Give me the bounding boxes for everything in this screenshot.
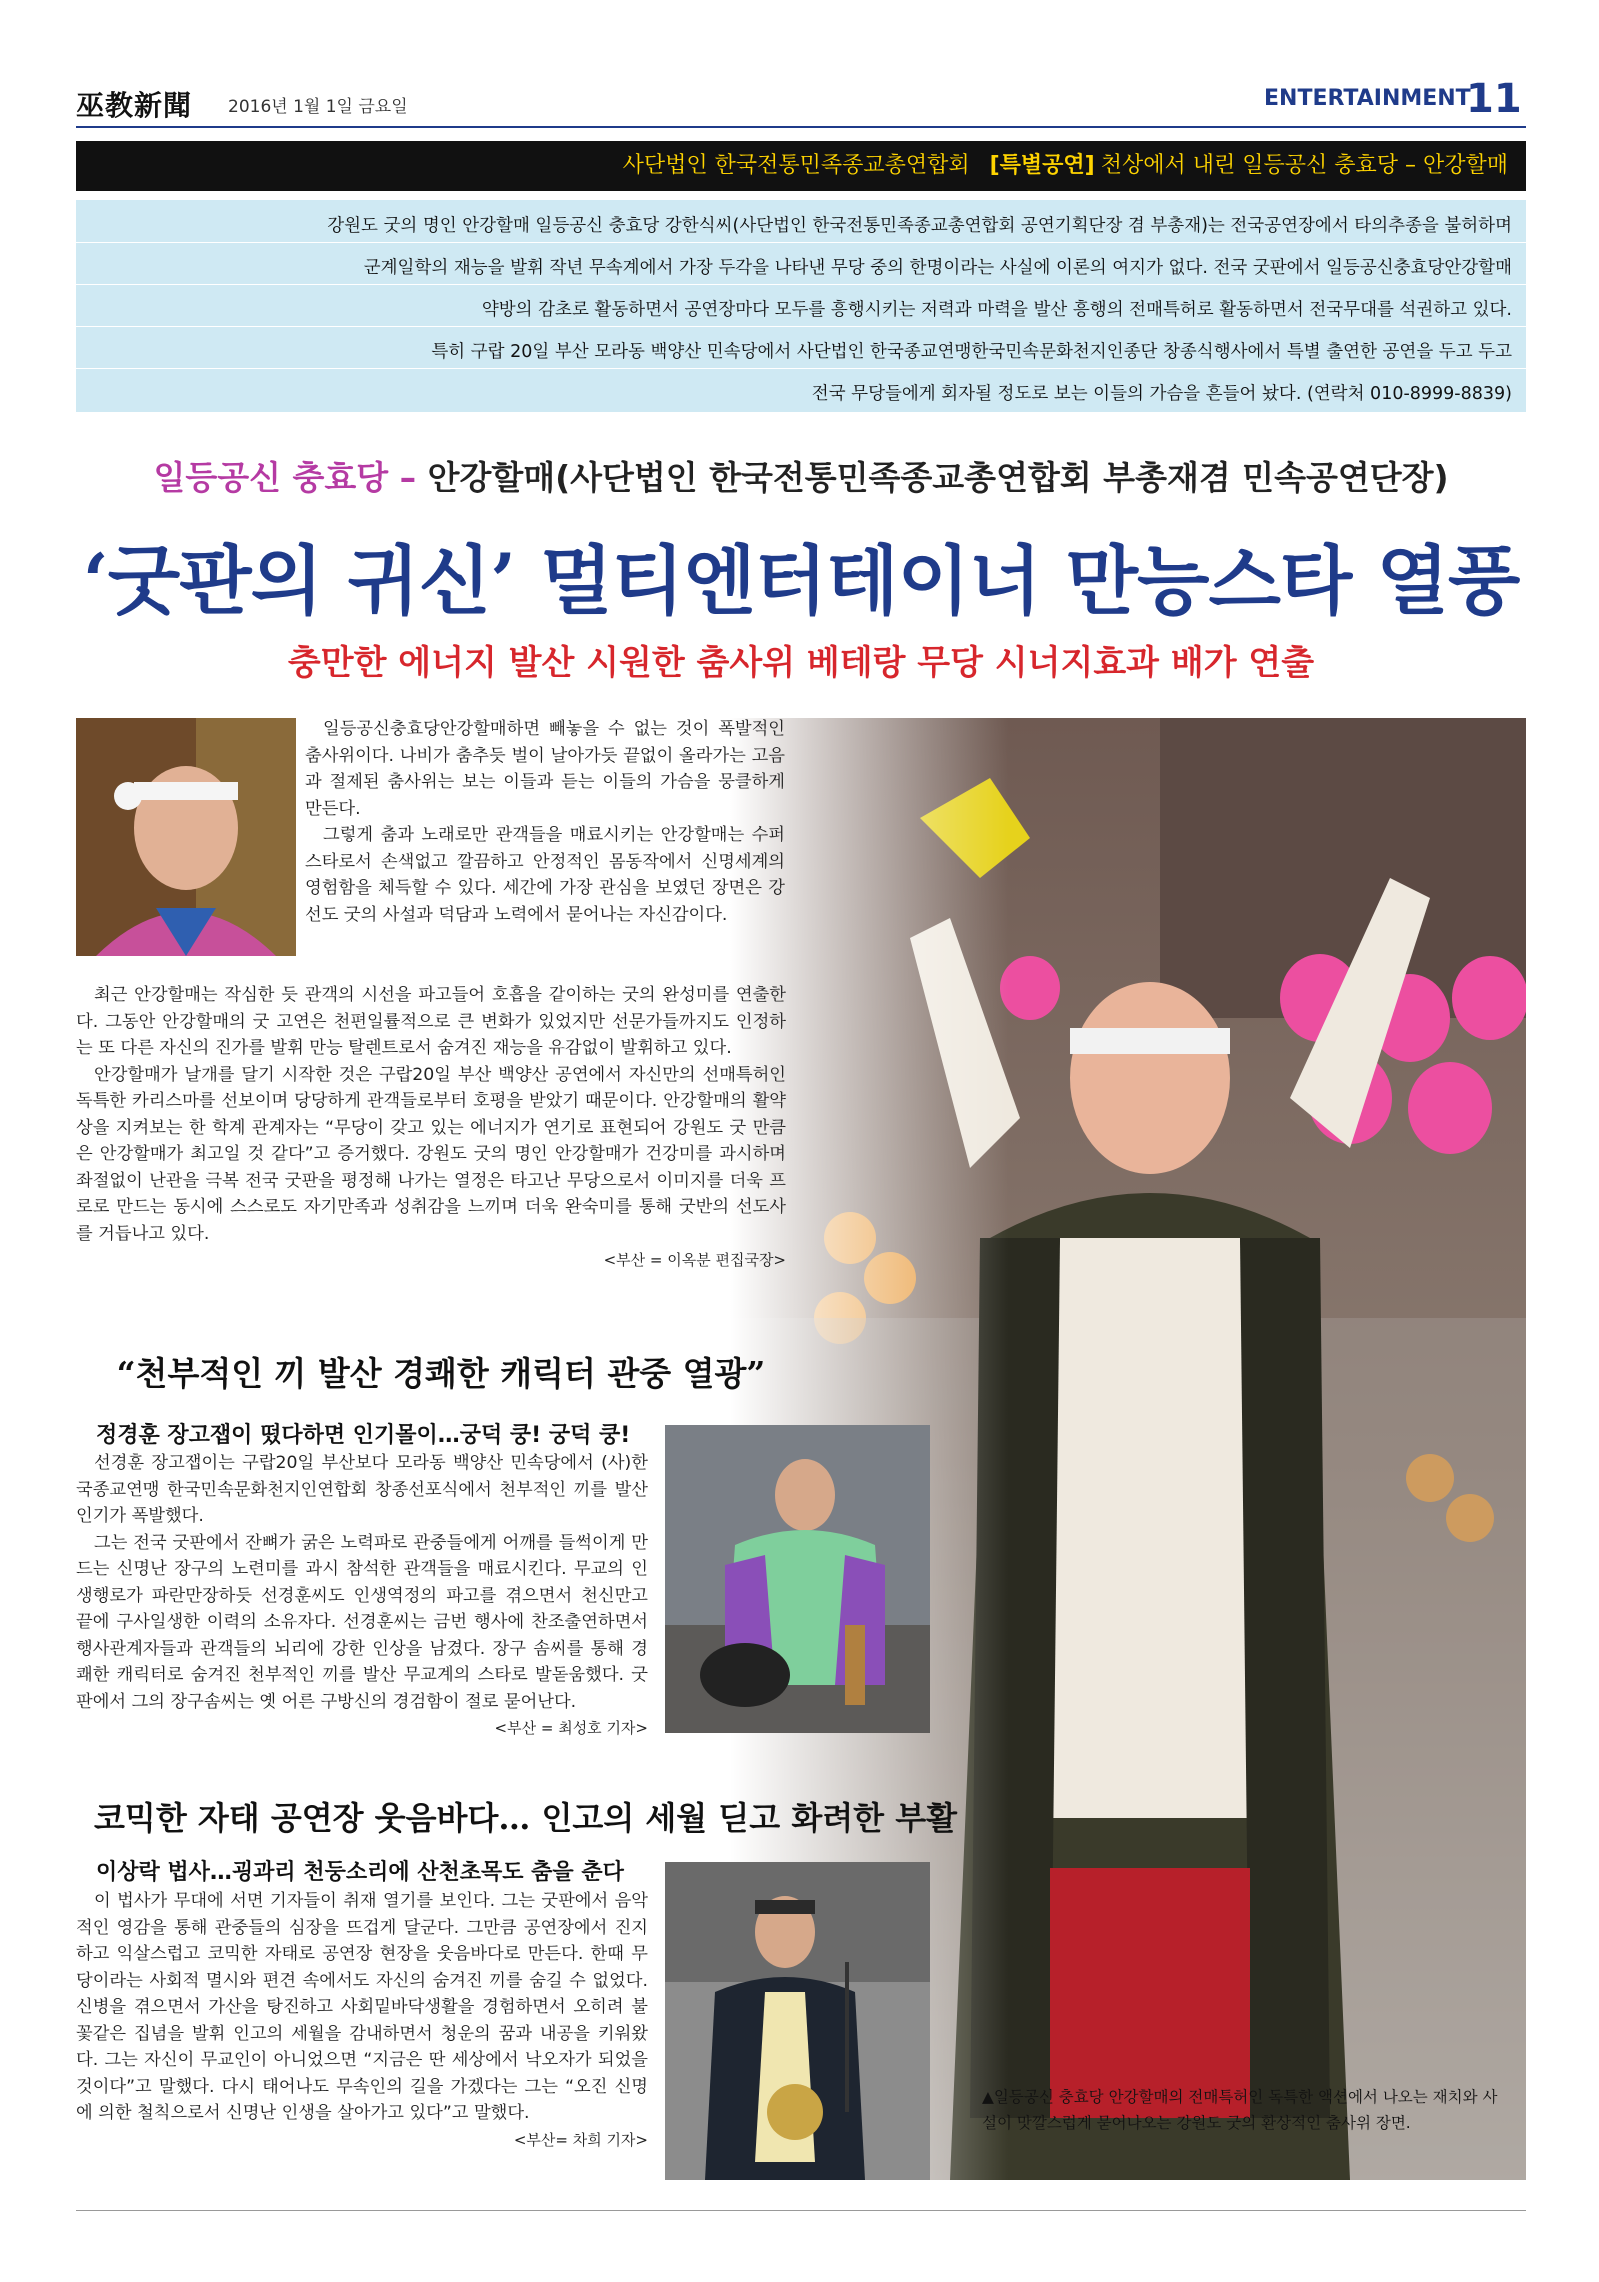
paragraph: 일등공신충효당안강할매하면 빼놓을 수 없는 것이 폭발적인 춤사위이다. 나비가 춤추듯 벌이 날아가듯 끝없이 올라가는 고음과 절제된 춤사위는 보는 이들과 듣는 이들의 가슴을 뭉클하게 만든다. bbox=[305, 719, 785, 819]
article1-intro bbox=[305, 716, 785, 928]
portrait-image bbox=[76, 718, 296, 956]
article1-credit: <부산 = 이옥분 편집국장> bbox=[603, 1251, 786, 1269]
article3-body bbox=[76, 1888, 648, 2153]
banner-org: 사단법인 한국전통민족종교총연합회 bbox=[622, 153, 970, 178]
event-banner bbox=[76, 141, 1526, 191]
intro-divider bbox=[76, 242, 1526, 243]
article3-credit: <부산= 차희 기자> bbox=[513, 2130, 648, 2149]
page-number: 11 bbox=[1466, 76, 1522, 122]
intro-divider bbox=[76, 284, 1526, 285]
paragraph: 그는 전국 굿판에서 잔뼈가 굵은 노력파로 관중들에게 어깨를 들썩이게 만드는 신명난 장구의 노련미를 과시 참석한 관객들을 매료시킨다. 무교의 인생행로가 파란만장하듯 선경훈씨도 인생역정의 파고를 겪으면서 천신만고 끝에 구사일생한 이력의 소유자다. 선경훈씨는 금번 행사에 찬조출연하면서 행사관계자들과 관객들의 뇌리에 강한 인상을 남겼다. 장구 솜씨를 통해 경쾌한 캐릭터로 숨겨진 천부적인 끼를 발산 무교계의 스타로 발돋움했다. 굿판에서 그의 장구솜씨는 옛 어른 구방신의 경검함이 절로 묻어난다. bbox=[76, 1532, 648, 1712]
kicker-headline bbox=[76, 452, 1526, 499]
paragraph: 최근 안강할매는 작심한 듯 관객의 시선을 파고들어 호흡을 같이하는 굿의 완성미를 연출한다. 그동안 안강할매의 굿 고연은 천편일률적으로 큰 변화가 있었지만 선문가들까지도 인정하는 또 다른 자신의 진가를 발휘 만능 탈렌트로서 숨겨진 재능을 유감없이 발휘하고 있다. bbox=[76, 985, 786, 1058]
section-label: ENTERTAINMENT bbox=[1264, 86, 1471, 111]
masthead-rule bbox=[76, 126, 1526, 128]
paragraph: 선경훈 장고잽이는 구랍20일 부산보다 모라동 백양산 민속당에서 (사)한국종교연맹 한국민속문화천지인연합회 창종선포식에서 천부적인 끼를 발산 인기가 폭발했다. bbox=[76, 1453, 648, 1526]
kicker-name: 일등공신 충효당 – bbox=[153, 458, 417, 497]
intro-divider bbox=[76, 368, 1526, 369]
priest-image bbox=[665, 1862, 930, 2180]
intro-line: 강원도 굿의 명인 안강할매 일등공신 충효당 강한식씨(사단법인 한국전통민족종교총연합회 공연기획단장 겸 부총재)는 전국공연장에서 타의추종을 불허하며 bbox=[327, 216, 1512, 236]
article3-quote-title: 코믹한 자태 공연장 웃음바다… 인고의 세월 딛고 화려한 부활 bbox=[94, 1799, 958, 1837]
paragraph: 안강할매가 날개를 달기 시작한 것은 구랍20일 부산 백양산 공연에서 자신만의 선매특허인 독특한 카리스마를 선보이며 당당하게 관객들로부터 호평을 받았기 때문이다. 안강할매의 활약상을 지켜보는 한 학계 관계자는 “무당이 갖고 있는 에너지가 연기로 표현되어 강원도 굿 만큼은 안강할매가 최고일 것 같다”고 증거했다. 강원도 굿의 명인 안강할매가 건강미를 과시하며 좌절없이 난관을 극복 전국 굿판을 평정해 나가는 열정은 타고난 무당으로서 이미지를 더욱 프로로 만드는 동시에 스스로도 자기만족과 성취감을 느끼며 더욱 완숙미를 통해 굿반의 선도사를 거듭나고 있다. bbox=[76, 1064, 786, 1244]
intro-line: 전국 무당들에게 회자될 정도로 보는 이들의 가슴을 흔들어 놨다. (연락처 010-8999-8839) bbox=[811, 384, 1512, 404]
banner-tag: [특별공연] bbox=[989, 153, 1095, 178]
article2-quote-title: “천부적인 끼 발산 경쾌한 캐릭터 관중 열광” bbox=[116, 1354, 766, 1393]
main-headline: ‘굿판의 귀신’ 멀티엔터테이너 만능스타 열풍 bbox=[82, 537, 1520, 625]
article2-subtitle: 정경훈 장고잽이 떴다하면 인기몰이…궁덕 쿵! 궁덕 쿵! bbox=[96, 1423, 631, 1448]
masthead bbox=[76, 76, 1526, 128]
photo-caption: ▲일등공신 충효당 안강할매의 전매특허인 독특한 액션에서 나오는 재치와 사설이 맛깔스럽게 묻어나오는 강원도 굿의 환상적인 춤사위 장면. bbox=[982, 2088, 1498, 2132]
intro-line: 약방의 감초로 활동하면서 공연장마다 모두를 흥행시키는 저력과 마력을 발산 흥행의 전매특허로 활동하면서 전국무대를 석권하고 있다. bbox=[481, 300, 1512, 320]
article2-body bbox=[76, 1450, 648, 1742]
intro-line: 군계일학의 재능을 발휘 작년 무속계에서 가장 두각을 나타낸 무당 중의 한명이라는 사실에 이론의 여지가 없다. 전국 굿판에서 일등공신충효당안강할매 bbox=[363, 258, 1512, 278]
banner-title: 천상에서 내린 일등공신 충효당 – 안강할매 bbox=[1100, 153, 1508, 178]
portrait-photo bbox=[76, 718, 296, 956]
kicker-role: 안강할매(사단법인 한국전통민족종교총연합회 부총재겸 민속공연단장) bbox=[416, 458, 1449, 497]
paragraph: 그렇게 춤과 노래로만 관객들을 매료시키는 안강할매는 수퍼스타로서 손색없고 깔끔하고 안정적인 몸동작에서 신명세계의 영험함을 체득할 수 있다. 세간에 가장 관심을 보였던 장면은 강선도 굿의 사설과 덕담과 노력에서 묻어나는 자신감이다. bbox=[305, 825, 785, 925]
issue-date: 2016년 1월 1일 금요일 bbox=[228, 97, 408, 117]
article1-body bbox=[76, 982, 786, 1274]
article3-subtitle: 이상락 법사…굉과리 천둥소리에 산천초목도 춤을 춘다 bbox=[96, 1860, 624, 1885]
priest-photo bbox=[665, 1862, 930, 2180]
intro-divider bbox=[76, 326, 1526, 327]
paragraph: 이 법사가 무대에 서면 기자들이 취재 열기를 보인다. 그는 굿판에서 음악적인 영감을 통해 관중들의 심장을 뜨겁게 달군다. 그만큼 공연장에서 진지하고 익살스럽고 코믹한 자태로 공연장 현장을 웃음바다로 만든다. 한때 무당이라는 사회적 멸시와 편견 속에서도 자신의 숨겨진 끼를 숨길 수 없었다. 신병을 겪으면서 가산을 탕진하고 사회밑바닥생활을 경험하면서 오히려 불꽃같은 집념을 발휘 인고의 세월을 감내하면서 청운의 꿈과 내공을 키워왔다. 그는 자신이 무교인이 아니었으면 “지금은 딴 세상에서 낙오자가 되었을 것이다”고 말했다. 다시 태어나도 무속인의 길을 가겠다는 그는 “오진 신명에 의한 철칙으로서 신명난 인생을 살아가고 있다”고 말했다. bbox=[76, 1891, 648, 2123]
article2-credit: <부산 = 최성호 기자> bbox=[494, 1719, 648, 1737]
sub-headline: 충만한 에너지 발산 시원한 춤사위 베테랑 무당 시너지효과 배가 연출 bbox=[287, 643, 1315, 683]
drummer-image bbox=[665, 1425, 930, 1733]
drummer-photo bbox=[665, 1425, 930, 1733]
intro-line: 특히 구랍 20일 부산 모라동 백양산 민속당에서 사단법인 한국종교연맹한국민속문화천지인종단 창종식행사에서 특별 출연한 공연을 두고 두고 bbox=[431, 342, 1512, 362]
intro-box bbox=[76, 200, 1526, 412]
bottom-rule bbox=[76, 2210, 1526, 2211]
newspaper-name: 巫教新聞 bbox=[76, 89, 193, 122]
